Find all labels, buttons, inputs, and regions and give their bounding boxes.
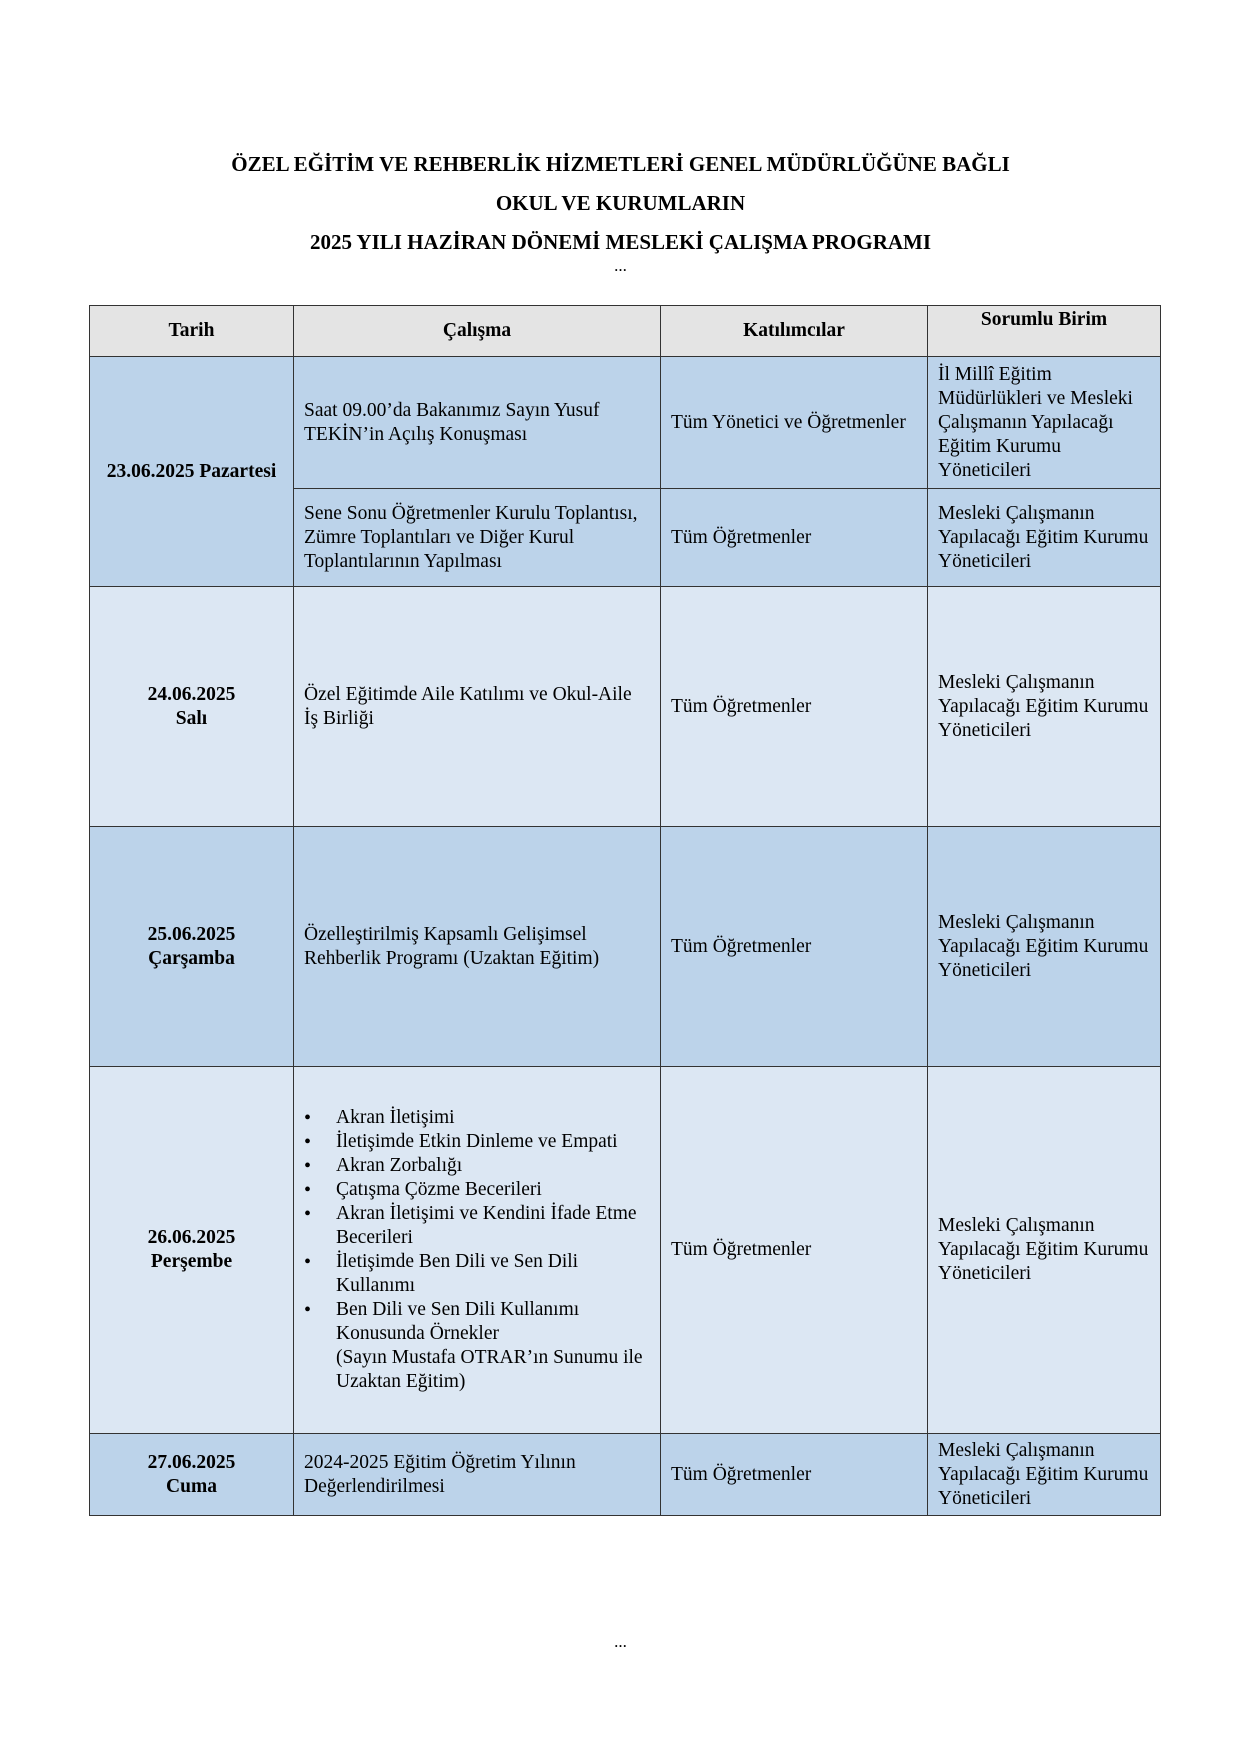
- katilimcilar-cell: Tüm Öğretmenler: [661, 1067, 928, 1434]
- table-row: [90, 827, 1161, 1067]
- calisma-cell: 2024-2025 Eğitim Öğretim Yılının Değerlendirilmesi: [294, 1434, 661, 1516]
- calisma-cell: Sene Sonu Öğretmenler Kurulu Toplantısı, Zümre Toplantıları ve Diğer Kurul Toplantılarının Yapılması: [294, 489, 661, 587]
- column-header-tarih: Tarih: [90, 306, 294, 357]
- list-item: • Ben Dili ve Sen Dili Kullanımı Konusunda Örnekler: [336, 1298, 650, 1346]
- date-cell: [90, 587, 294, 827]
- schedule-table: [89, 305, 1161, 1516]
- date-text: 24.06.2025: [147, 683, 236, 705]
- day-text: Cuma: [166, 1475, 217, 1497]
- date-cell: [90, 1434, 294, 1516]
- day-text: Çarşamba: [148, 947, 235, 969]
- table-header-row: [90, 306, 1161, 357]
- document-title-line1: ÖZEL EĞİTİM VE REHBERLİK HİZMETLERİ GENEL MÜDÜRLÜĞÜNE BAĞLI: [231, 152, 1010, 176]
- date-cell: [90, 827, 294, 1067]
- presenter-note: (Sayın Mustafa OTRAR’ın Sunumu ile Uzaktan Eğitim): [336, 1347, 643, 1392]
- calisma-cell: Özelleştirilmiş Kapsamlı Gelişimsel Rehberlik Programı (Uzaktan Eğitim): [294, 827, 661, 1067]
- date-cell: [90, 1067, 294, 1434]
- list-item: • İletişimde Etkin Dinleme ve Empati: [336, 1130, 650, 1154]
- table-row: [90, 1434, 1161, 1516]
- calisma-cell: Saat 09.00’da Bakanımız Sayın Yusuf TEKİN’in Açılış Konuşması: [294, 357, 661, 489]
- list-item: • Akran Zorbalığı: [336, 1154, 650, 1178]
- katilimcilar-cell: Tüm Öğretmenler: [661, 827, 928, 1067]
- table-row: [90, 1067, 1161, 1434]
- calisma-cell: [294, 1067, 661, 1434]
- katilimcilar-cell: Tüm Öğretmenler: [661, 587, 928, 827]
- date-text: 26.06.2025: [147, 1227, 236, 1248]
- sorumlu-cell: Mesleki Çalışmanın Yapılacağı Eğitim Kurumu Yöneticileri: [928, 587, 1161, 827]
- column-header-sorumlu-birim: Sorumlu Birim: [928, 306, 1161, 357]
- list-item: • Akran İletişimi ve Kendini İfade Etme Becerileri: [336, 1202, 650, 1250]
- date-text: 25.06.2025: [147, 923, 236, 945]
- footer-ellipsis: ...: [614, 1632, 627, 1651]
- table-row: [90, 587, 1161, 827]
- day-text: Perşembe: [150, 1251, 233, 1272]
- table-row: [90, 357, 1161, 489]
- date-text: 27.06.2025: [147, 1451, 236, 1473]
- date-cell: 23.06.2025 Pazartesi: [90, 357, 294, 587]
- day-text: Salı: [175, 707, 208, 729]
- document-title-line2: OKUL VE KURUMLARIN: [495, 191, 746, 215]
- sorumlu-cell: İl Millî Eğitim Müdürlükleri ve Mesleki Çalışmanın Yapılacağı Eğitim Kurumu Yöneticileri: [928, 357, 1161, 489]
- column-header-katilimcilar: Katılımcılar: [661, 306, 928, 357]
- document-title-line3: 2025 YILI HAZİRAN DÖNEMİ MESLEKİ ÇALIŞMA PROGRAMI: [309, 230, 932, 254]
- sorumlu-cell: Mesleki Çalışmanın Yapılacağı Eğitim Kurumu Yöneticileri: [928, 489, 1161, 587]
- list-item: • İletişimde Ben Dili ve Sen Dili Kullanımı: [336, 1250, 650, 1298]
- calisma-cell: Özel Eğitimde Aile Katılımı ve Okul-Aile İş Birliği: [294, 587, 661, 827]
- header-ellipsis: ...: [614, 256, 627, 275]
- sorumlu-cell: Mesleki Çalışmanın Yapılacağı Eğitim Kurumu Yöneticileri: [928, 1434, 1161, 1516]
- katilimcilar-cell: Tüm Öğretmenler: [661, 1434, 928, 1516]
- katilimcilar-cell: Tüm Yönetici ve Öğretmenler: [661, 357, 928, 489]
- sorumlu-cell: Mesleki Çalışmanın Yapılacağı Eğitim Kurumu Yöneticileri: [928, 1067, 1161, 1434]
- column-header-calisma: Çalışma: [294, 306, 661, 357]
- list-item: • Akran İletişimi: [336, 1106, 650, 1130]
- sorumlu-cell: Mesleki Çalışmanın Yapılacağı Eğitim Kurumu Yöneticileri: [928, 827, 1161, 1067]
- list-item: • Çatışma Çözme Becerileri: [336, 1178, 650, 1202]
- katilimcilar-cell: Tüm Öğretmenler: [661, 489, 928, 587]
- topic-list: [304, 1106, 650, 1346]
